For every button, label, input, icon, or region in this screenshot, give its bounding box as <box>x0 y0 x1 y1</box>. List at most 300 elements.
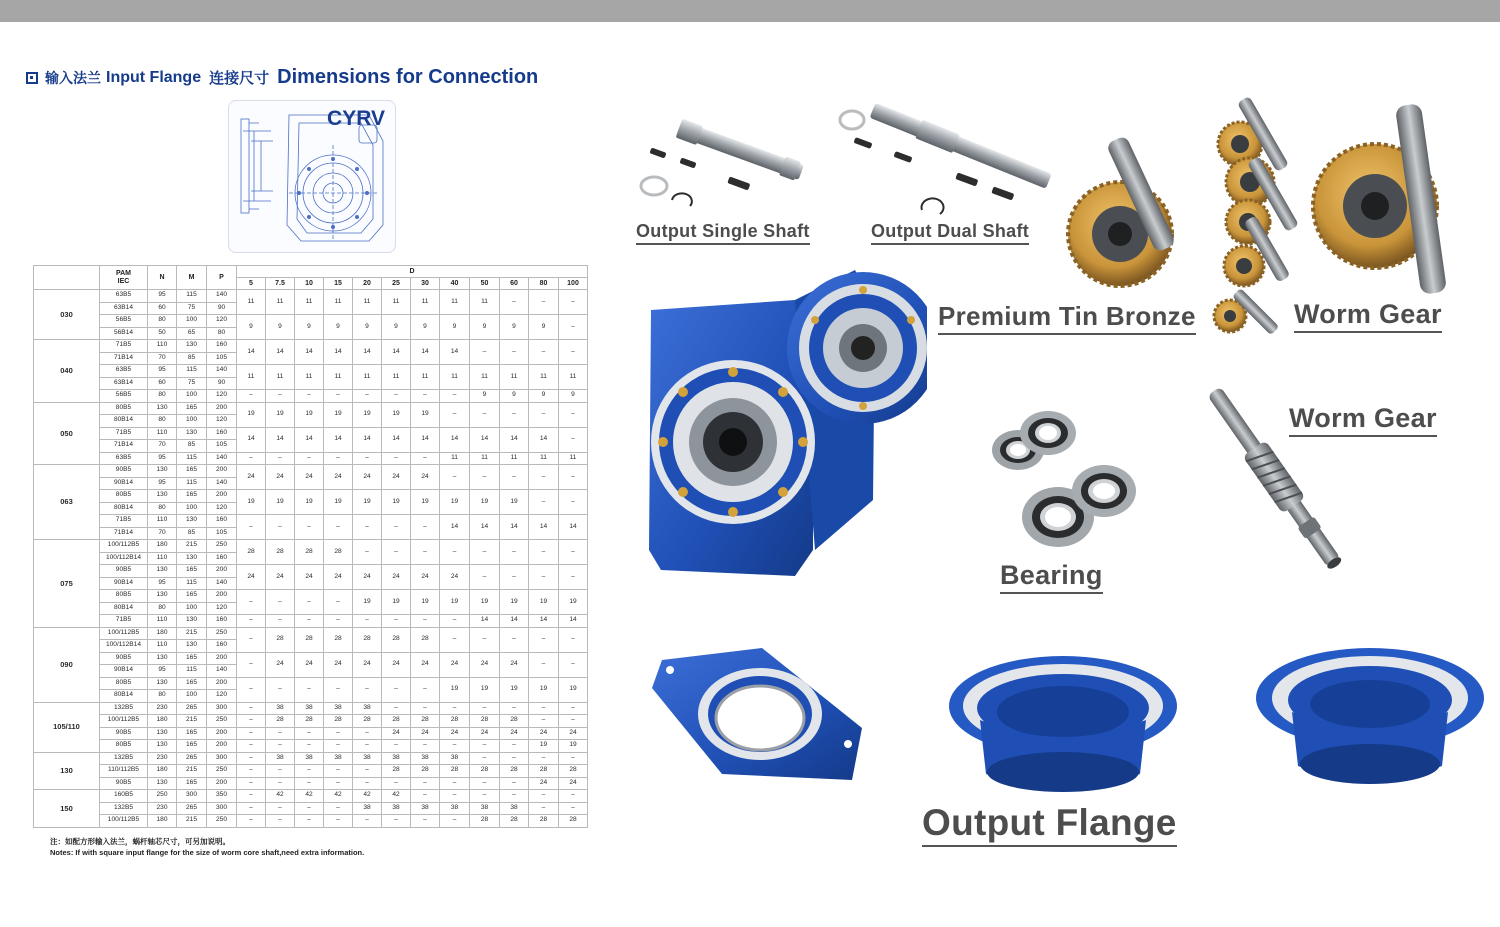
m-cell: 85 <box>177 440 207 453</box>
m-cell: 165 <box>177 777 207 790</box>
p-cell: 160 <box>207 515 237 528</box>
m-cell: 115 <box>177 665 207 678</box>
d-value-cell: – <box>295 615 324 628</box>
d-value-cell: 11 <box>237 290 266 315</box>
d-value-cell: 38 <box>324 702 353 715</box>
d-value-cell: – <box>266 615 295 628</box>
n-cell: 130 <box>148 590 177 603</box>
p-cell: 350 <box>207 790 237 803</box>
d-value-cell: – <box>353 765 382 778</box>
table-row <box>34 677 588 690</box>
size-cell: 130 <box>34 752 100 790</box>
d-value-cell: 11 <box>411 290 440 315</box>
d-value-cell: – <box>353 677 382 702</box>
d-value-cell: – <box>411 540 440 565</box>
m-cell: 130 <box>177 552 207 565</box>
d-value-cell: – <box>266 452 295 465</box>
p-cell: 80 <box>207 327 237 340</box>
d-value-cell: – <box>559 627 588 652</box>
m-cell: 115 <box>177 365 207 378</box>
size-cell: 075 <box>34 540 100 628</box>
p-cell: 120 <box>207 690 237 703</box>
d-value-cell: – <box>559 315 588 340</box>
p-cell: 140 <box>207 365 237 378</box>
p-cell: 200 <box>207 652 237 665</box>
p-cell: 90 <box>207 377 237 390</box>
d-value-cell: 28 <box>440 715 470 728</box>
pam-cell: 90B5 <box>100 777 148 790</box>
d-value-cell: 19 <box>295 490 324 515</box>
d-value-cell: 19 <box>266 490 295 515</box>
d-value-cell: 24 <box>237 465 266 490</box>
d-value-cell: 38 <box>470 802 500 815</box>
pam-cell: 71B5 <box>100 340 148 353</box>
pam-cell: 63B5 <box>100 365 148 378</box>
d-value-cell: 24 <box>295 652 324 677</box>
m-cell: 265 <box>177 802 207 815</box>
pam-cell: 80B14 <box>100 415 148 428</box>
d-value-cell: – <box>266 677 295 702</box>
d-value-cell: – <box>470 565 500 590</box>
table-row <box>34 715 588 728</box>
d-value-cell: 24 <box>559 777 588 790</box>
d-value-cell: 24 <box>353 465 382 490</box>
pam-cell: 100/112B5 <box>100 715 148 728</box>
n-cell: 130 <box>148 777 177 790</box>
table-row <box>34 590 588 603</box>
d-value-cell: 28 <box>324 627 353 652</box>
p-cell: 200 <box>207 677 237 690</box>
d-value-cell: – <box>440 615 470 628</box>
d-value-cell: – <box>237 752 266 765</box>
d-value-cell: – <box>237 802 266 815</box>
d-value-cell: 9 <box>353 315 382 340</box>
d-value-cell: – <box>237 452 266 465</box>
pam-cell: 71B14 <box>100 440 148 453</box>
d-value-cell: – <box>500 290 529 315</box>
d-value-cell: – <box>237 765 266 778</box>
d-value-cell: – <box>295 677 324 702</box>
p-cell: 160 <box>207 640 237 653</box>
d-value-cell: 19 <box>324 490 353 515</box>
d-value-cell: 11 <box>500 452 529 465</box>
d-value-cell: 24 <box>295 565 324 590</box>
m-cell: 165 <box>177 465 207 478</box>
d-value-cell: 14 <box>237 340 266 365</box>
table-row <box>34 727 588 740</box>
d-value-cell: 28 <box>266 715 295 728</box>
d-value-cell: – <box>382 815 411 828</box>
d-value-cell: – <box>529 490 559 515</box>
d-value-cell: 38 <box>382 752 411 765</box>
d-value-cell: 14 <box>266 340 295 365</box>
p-cell: 250 <box>207 715 237 728</box>
m-cell: 165 <box>177 590 207 603</box>
d-value-cell: – <box>529 290 559 315</box>
d-value-cell: 19 <box>559 677 588 702</box>
ratio-header: 50 <box>470 278 500 290</box>
d-value-cell: – <box>559 790 588 803</box>
table-row <box>34 427 588 440</box>
d-value-cell: – <box>559 540 588 565</box>
d-value-cell: – <box>353 740 382 753</box>
d-value-cell: – <box>324 677 353 702</box>
pam-cell: 80B14 <box>100 690 148 703</box>
pam-cell: 90B5 <box>100 727 148 740</box>
d-value-cell: 14 <box>411 427 440 452</box>
d-value-cell: – <box>266 777 295 790</box>
label-output-flange: Output Flange <box>922 802 1177 847</box>
pam-cell: 100/112B5 <box>100 540 148 553</box>
pam-cell: 80B5 <box>100 490 148 503</box>
n-cell: 95 <box>148 665 177 678</box>
n-cell: 80 <box>148 315 177 328</box>
d-value-cell: – <box>500 340 529 365</box>
d-value-cell: – <box>529 802 559 815</box>
table-row <box>34 390 588 403</box>
d-value-cell: – <box>411 390 440 403</box>
ratio-header: 30 <box>411 278 440 290</box>
m-cell: 265 <box>177 752 207 765</box>
m-cell: 100 <box>177 690 207 703</box>
m-cell: 165 <box>177 677 207 690</box>
d-value-cell: 24 <box>440 652 470 677</box>
d-value-cell: 14 <box>470 515 500 540</box>
d-value-cell: 24 <box>440 565 470 590</box>
table-notes <box>50 836 364 858</box>
d-value-cell: – <box>295 515 324 540</box>
square-output-flange-image <box>652 648 868 784</box>
d-value-cell: 28 <box>237 540 266 565</box>
d-value-cell: 14 <box>559 515 588 540</box>
d-value-cell: 11 <box>266 365 295 390</box>
d-value-cell: 38 <box>411 752 440 765</box>
d-value-cell: – <box>500 565 529 590</box>
d-value-cell: 28 <box>559 815 588 828</box>
pam-cell: 90B5 <box>100 465 148 478</box>
d-value-cell: 14 <box>500 515 529 540</box>
d-value-cell: 9 <box>440 315 470 340</box>
d-value-cell: – <box>237 627 266 652</box>
d-value-cell: 28 <box>353 627 382 652</box>
m-cell: 115 <box>177 452 207 465</box>
d-value-cell: 19 <box>529 590 559 615</box>
d-value-cell: 24 <box>353 565 382 590</box>
size-cell: 040 <box>34 340 100 403</box>
d-value-cell: 28 <box>382 765 411 778</box>
d-value-cell: 14 <box>440 427 470 452</box>
n-cell: 180 <box>148 627 177 640</box>
d-value-cell: – <box>559 465 588 490</box>
m-cell: 215 <box>177 765 207 778</box>
pam-cell: 90B5 <box>100 652 148 665</box>
d-value-cell: – <box>353 777 382 790</box>
m-cell: 85 <box>177 352 207 365</box>
size-cell: 105/110 <box>34 702 100 752</box>
p-cell: 200 <box>207 402 237 415</box>
d-value-cell: – <box>382 740 411 753</box>
d-value-cell: 24 <box>470 652 500 677</box>
d-value-cell: 38 <box>500 802 529 815</box>
m-header: M <box>177 266 207 290</box>
m-cell: 165 <box>177 727 207 740</box>
d-value-cell: – <box>237 740 266 753</box>
d-value-cell: 11 <box>382 290 411 315</box>
d-value-cell: – <box>440 815 470 828</box>
d-value-cell: – <box>500 402 529 427</box>
d-value-cell: 28 <box>411 765 440 778</box>
d-value-cell: – <box>559 702 588 715</box>
d-value-cell: – <box>324 452 353 465</box>
d-value-cell: 24 <box>440 727 470 740</box>
d-value-cell: 9 <box>237 315 266 340</box>
model-name: CYRV <box>327 107 385 130</box>
m-cell: 130 <box>177 427 207 440</box>
n-cell: 180 <box>148 765 177 778</box>
section-heading <box>26 66 538 89</box>
d-value-cell: 11 <box>237 365 266 390</box>
pam-cell: 71B5 <box>100 427 148 440</box>
n-cell: 110 <box>148 515 177 528</box>
table-row <box>34 490 588 503</box>
p-cell: 120 <box>207 602 237 615</box>
d-value-cell: 38 <box>295 702 324 715</box>
d-value-cell: – <box>295 802 324 815</box>
d-value-cell: – <box>470 340 500 365</box>
p-cell: 140 <box>207 665 237 678</box>
d-value-cell: 19 <box>440 677 470 702</box>
table-row <box>34 452 588 465</box>
d-value-cell: 19 <box>353 590 382 615</box>
pam-cell: 132B5 <box>100 802 148 815</box>
size-cell: 063 <box>34 465 100 540</box>
m-cell: 215 <box>177 715 207 728</box>
d-value-cell: 24 <box>382 565 411 590</box>
d-value-cell: 11 <box>440 290 470 315</box>
d-value-cell: – <box>440 402 470 427</box>
n-cell: 110 <box>148 340 177 353</box>
pam-cell: 80B5 <box>100 677 148 690</box>
d-value-cell: 28 <box>470 765 500 778</box>
d-value-cell: 14 <box>440 340 470 365</box>
d-value-cell: 19 <box>353 402 382 427</box>
table-row <box>34 802 588 815</box>
d-value-cell: – <box>559 802 588 815</box>
d-value-cell: – <box>382 615 411 628</box>
d-value-cell: 11 <box>559 452 588 465</box>
d-value-cell: – <box>529 627 559 652</box>
note-zh: 注：如配方形输入法兰，蜗杆轴芯尺寸，可另加说明。 <box>50 837 230 846</box>
d-value-cell: 19 <box>295 402 324 427</box>
d-value-cell: – <box>353 390 382 403</box>
label-premium-tin-bronze: Premium Tin Bronze <box>938 301 1196 335</box>
d-value-cell: 14 <box>500 427 529 452</box>
n-header: N <box>148 266 177 290</box>
d-value-cell: 14 <box>266 427 295 452</box>
d-value-cell: 38 <box>353 702 382 715</box>
ratio-header: 60 <box>500 278 529 290</box>
d-value-cell: 19 <box>559 740 588 753</box>
d-value-cell: 19 <box>382 590 411 615</box>
d-value-cell: 11 <box>529 452 559 465</box>
d-value-cell: 14 <box>324 340 353 365</box>
d-value-cell: 11 <box>295 290 324 315</box>
p-cell: 105 <box>207 352 237 365</box>
p-cell: 140 <box>207 290 237 303</box>
note-en: Notes: If with square input flange for the size of worm core shaft,need extra information. <box>50 848 365 857</box>
d-value-cell: – <box>353 452 382 465</box>
n-cell: 110 <box>148 615 177 628</box>
n-cell: 60 <box>148 302 177 315</box>
d-value-cell: 9 <box>500 315 529 340</box>
m-cell: 100 <box>177 502 207 515</box>
m-cell: 215 <box>177 815 207 828</box>
d-value-cell: 14 <box>353 427 382 452</box>
d-value-cell: – <box>440 777 470 790</box>
d-value-cell: – <box>411 515 440 540</box>
d-value-cell: 19 <box>529 740 559 753</box>
size-cell: 090 <box>34 627 100 702</box>
round-output-flange-small-image <box>1252 644 1488 792</box>
d-value-cell: 38 <box>440 752 470 765</box>
d-value-cell: – <box>411 740 440 753</box>
d-value-cell: 11 <box>353 365 382 390</box>
d-value-cell: – <box>470 790 500 803</box>
d-value-cell: 14 <box>353 340 382 365</box>
d-value-cell: 9 <box>559 390 588 403</box>
d-value-cell: – <box>440 702 470 715</box>
d-value-cell: 11 <box>266 290 295 315</box>
table-row <box>34 365 588 378</box>
p-cell: 105 <box>207 440 237 453</box>
table-row <box>34 465 588 478</box>
d-value-cell: – <box>237 715 266 728</box>
d-value-cell: 14 <box>470 427 500 452</box>
d-value-cell: – <box>237 727 266 740</box>
d-value-cell: – <box>295 815 324 828</box>
pam-cell: 71B14 <box>100 352 148 365</box>
d-value-cell: 24 <box>411 465 440 490</box>
output-dual-shaft-image <box>836 92 1056 220</box>
ratio-header: 25 <box>382 278 411 290</box>
n-cell: 130 <box>148 465 177 478</box>
d-value-cell: – <box>500 740 529 753</box>
n-cell: 230 <box>148 702 177 715</box>
d-value-cell: – <box>559 652 588 677</box>
technical-drawing <box>228 100 396 253</box>
pam-cell: 100/112B14 <box>100 552 148 565</box>
d-value-cell: – <box>295 740 324 753</box>
d-value-cell: – <box>529 340 559 365</box>
pam-iec-header-text: PAM IEC <box>115 269 132 285</box>
d-value-cell: – <box>295 765 324 778</box>
d-value-cell: 38 <box>295 752 324 765</box>
d-value-cell: 28 <box>295 540 324 565</box>
d-value-cell: 9 <box>529 390 559 403</box>
n-cell: 130 <box>148 652 177 665</box>
d-value-cell: 11 <box>440 365 470 390</box>
table-row <box>34 815 588 828</box>
m-cell: 165 <box>177 402 207 415</box>
d-value-cell: – <box>237 590 266 615</box>
d-value-cell: 19 <box>382 490 411 515</box>
m-cell: 165 <box>177 490 207 503</box>
d-value-cell: 14 <box>237 427 266 452</box>
d-value-cell: 19 <box>411 590 440 615</box>
p-header: P <box>207 266 237 290</box>
d-value-cell: – <box>266 727 295 740</box>
d-value-cell: – <box>411 677 440 702</box>
d-value-cell: 28 <box>382 715 411 728</box>
pam-cell: 90B5 <box>100 565 148 578</box>
d-value-cell: 28 <box>295 715 324 728</box>
n-cell: 70 <box>148 527 177 540</box>
pam-cell: 63B5 <box>100 290 148 303</box>
table-row <box>34 652 588 665</box>
m-cell: 85 <box>177 527 207 540</box>
m-cell: 300 <box>177 790 207 803</box>
p-cell: 120 <box>207 502 237 515</box>
d-value-cell: 38 <box>382 802 411 815</box>
p-cell: 250 <box>207 765 237 778</box>
d-value-cell: – <box>470 702 500 715</box>
d-value-cell: 38 <box>411 802 440 815</box>
d-value-cell: – <box>324 615 353 628</box>
p-cell: 200 <box>207 565 237 578</box>
table-row <box>34 765 588 778</box>
d-value-cell: – <box>470 740 500 753</box>
square-bullet-icon <box>26 72 38 84</box>
d-value-cell: 14 <box>382 427 411 452</box>
d-value-cell: – <box>529 402 559 427</box>
pam-cell: 80B14 <box>100 502 148 515</box>
label-output-single-shaft: Output Single Shaft <box>636 221 810 245</box>
d-value-cell: – <box>295 727 324 740</box>
d-value-cell: – <box>470 402 500 427</box>
m-cell: 215 <box>177 540 207 553</box>
d-value-cell: 11 <box>440 452 470 465</box>
n-cell: 110 <box>148 427 177 440</box>
ratio-header: 80 <box>529 278 559 290</box>
d-value-cell: 28 <box>266 540 295 565</box>
d-value-cell: – <box>266 515 295 540</box>
p-cell: 160 <box>207 615 237 628</box>
table-row <box>34 290 588 303</box>
n-cell: 80 <box>148 502 177 515</box>
d-value-cell: 28 <box>529 765 559 778</box>
ratio-header: 20 <box>353 278 382 290</box>
n-cell: 130 <box>148 490 177 503</box>
d-value-cell: 28 <box>559 765 588 778</box>
d-value-cell: 28 <box>500 715 529 728</box>
d-value-cell: – <box>529 465 559 490</box>
d-value-cell: 14 <box>529 515 559 540</box>
p-cell: 250 <box>207 540 237 553</box>
d-value-cell: 9 <box>470 390 500 403</box>
d-value-cell: – <box>411 777 440 790</box>
d-value-cell: – <box>411 790 440 803</box>
d-value-cell: – <box>529 790 559 803</box>
p-cell: 250 <box>207 627 237 640</box>
d-value-cell: – <box>529 715 559 728</box>
d-value-cell: – <box>440 790 470 803</box>
d-value-cell: – <box>353 615 382 628</box>
n-cell: 80 <box>148 690 177 703</box>
pam-cell: 80B5 <box>100 590 148 603</box>
d-value-cell: – <box>382 452 411 465</box>
table-row <box>34 515 588 528</box>
d-value-cell: 9 <box>411 315 440 340</box>
